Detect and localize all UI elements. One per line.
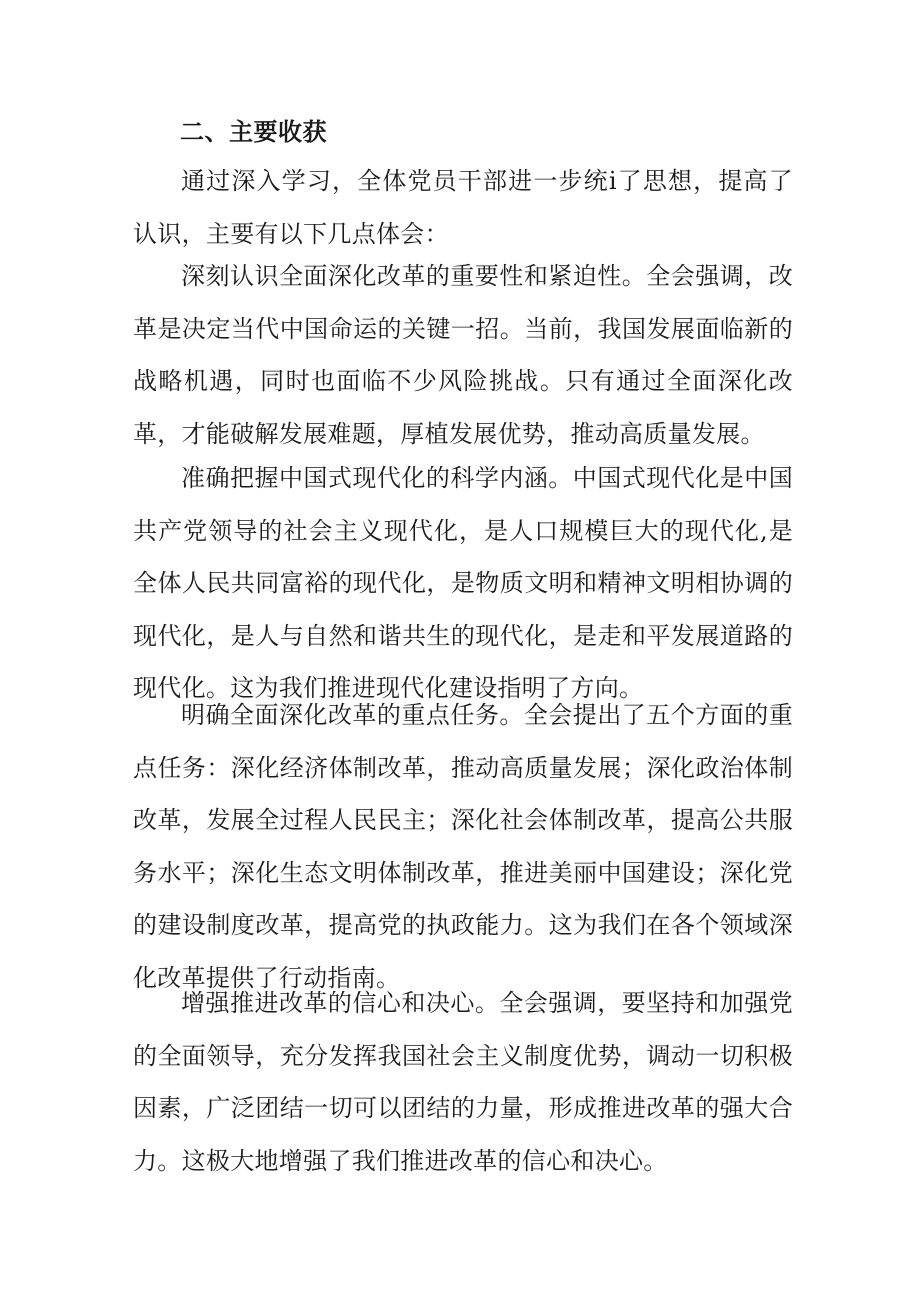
paragraph-modernization: 准确把握中国式现代化的科学内涵。中国式现代化是中国共产党领导的社会主义现代化，是人口规模巨大的现代化,是全体人民共同富裕的现代化，是物质文明和精神文明相协调的现代化，是人与自然和谐共生的现代化，是走和平发展道路的现代化。这为我们推进现代化建设指明了方向。 — [133, 464, 793, 702]
paragraph-reform-importance: 深刻认识全面深化改革的重要性和紧迫性。全会强调，改革是决定当代中国命运的关键一招。当前，我国发展面临新的战略机遇，同时也面临不少风险挑战。只有通过全面深化改革，才能破解发展难题，厚植发展优势，推动高质量发展。 — [133, 262, 793, 448]
section-heading: 二、主要收获 — [180, 117, 327, 146]
paragraph-intro: 通过深入学习，全体党员干部进一步统i了思想，提高了认识，主要有以下几点体会： — [133, 167, 793, 248]
paragraph-confidence: 增强推进改革的信心和决心。全会强调，要坚持和加强党的全面领导，充分发挥我国社会主义制度优势，调动一切积极因素，广泛团结一切可以团结的力量，形成推进改革的强大合力。这极大地增强了我们推进改革的信心和决心。 — [133, 989, 793, 1175]
paragraph-key-tasks: 明确全面深化改革的重点任务。全会提出了五个方面的重点任务：深化经济体制改革，推动高质量发展；深化政治体制改革，发展全过程人民民主；深化社会体制改革，提高公共服务水平；深化生态文明体制改革，推进美丽中国建设；深化党的建设制度改革，提高党的执政能力。这为我们在各个领域深化改革提供了行动指南。 — [133, 701, 793, 992]
